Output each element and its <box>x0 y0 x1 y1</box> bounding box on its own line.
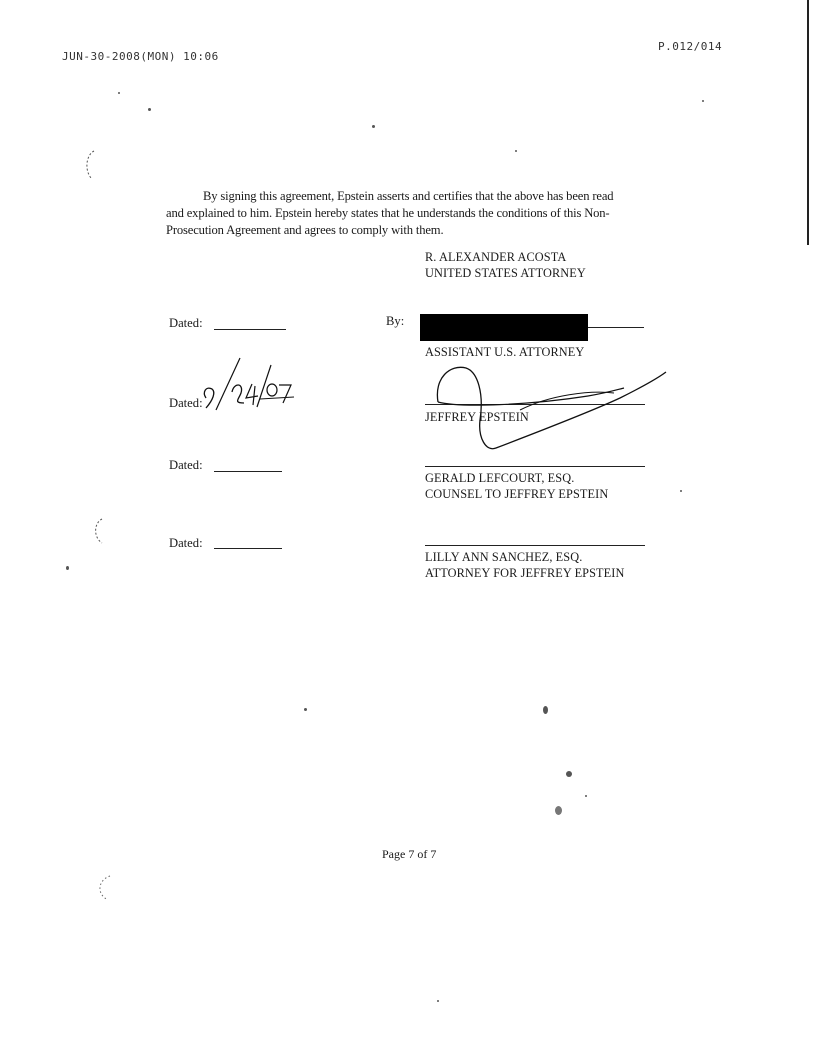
scan-artifact <box>88 515 108 547</box>
by-label: By: <box>386 314 405 328</box>
redaction-box <box>420 314 588 341</box>
scan-speck <box>702 100 704 102</box>
certification-paragraph <box>166 188 646 239</box>
page-footer: Page 7 of 7 <box>382 847 437 861</box>
scan-speck <box>543 706 548 714</box>
attorney-name: R. ALEXANDER ACOSTA <box>425 250 567 264</box>
paragraph-line: and explained to him. Epstein hereby states that he understands the conditions of this Non- <box>166 206 610 220</box>
signature-line <box>588 327 644 328</box>
scan-speck <box>437 1000 439 1002</box>
scan-speck <box>585 795 587 797</box>
scan-speck <box>66 566 69 570</box>
paragraph-line: Prosecution Agreement and agrees to comply with them. <box>166 223 444 237</box>
dated-label: Dated: <box>169 536 203 550</box>
date-line <box>214 548 282 549</box>
signatory-role: COUNSEL TO JEFFREY EPSTEIN <box>425 487 609 501</box>
signatory-title: ASSISTANT U.S. ATTORNEY <box>425 345 585 359</box>
scan-speck <box>680 490 682 492</box>
signature-line <box>425 466 645 467</box>
date-line <box>214 471 282 472</box>
scan-speck <box>372 125 375 128</box>
scan-artifact <box>80 145 100 185</box>
scan-speck <box>304 708 307 711</box>
signatory-name: LILLY ANN SANCHEZ, ESQ. <box>425 550 583 564</box>
signatory-name: GERALD LEFCOURT, ESQ. <box>425 471 575 485</box>
scan-speck <box>118 92 120 94</box>
scan-edge-line <box>807 0 809 245</box>
scan-speck <box>566 771 572 777</box>
scan-speck <box>555 806 562 815</box>
dated-label: Dated: <box>169 458 203 472</box>
dated-label: Dated: <box>169 396 203 410</box>
signature-line <box>425 545 645 546</box>
signatory-name: JEFFREY EPSTEIN <box>425 410 529 424</box>
scan-speck <box>515 150 517 152</box>
handwritten-signature <box>420 350 670 460</box>
handwritten-date <box>200 352 295 414</box>
signatory-role: ATTORNEY FOR JEFFREY EPSTEIN <box>425 566 625 580</box>
scan-speck <box>148 108 151 111</box>
paragraph-line: By signing this agreement, Epstein asserts and certifies that the above has been read <box>203 189 614 203</box>
dated-label: Dated: <box>169 316 203 330</box>
scan-artifact <box>92 872 116 904</box>
attorney-title: UNITED STATES ATTORNEY <box>425 266 586 280</box>
fax-timestamp: JUN-30-2008(MON) 10:06 <box>62 50 219 63</box>
fax-page-number: P.012/014 <box>658 40 723 53</box>
date-line <box>214 329 286 330</box>
